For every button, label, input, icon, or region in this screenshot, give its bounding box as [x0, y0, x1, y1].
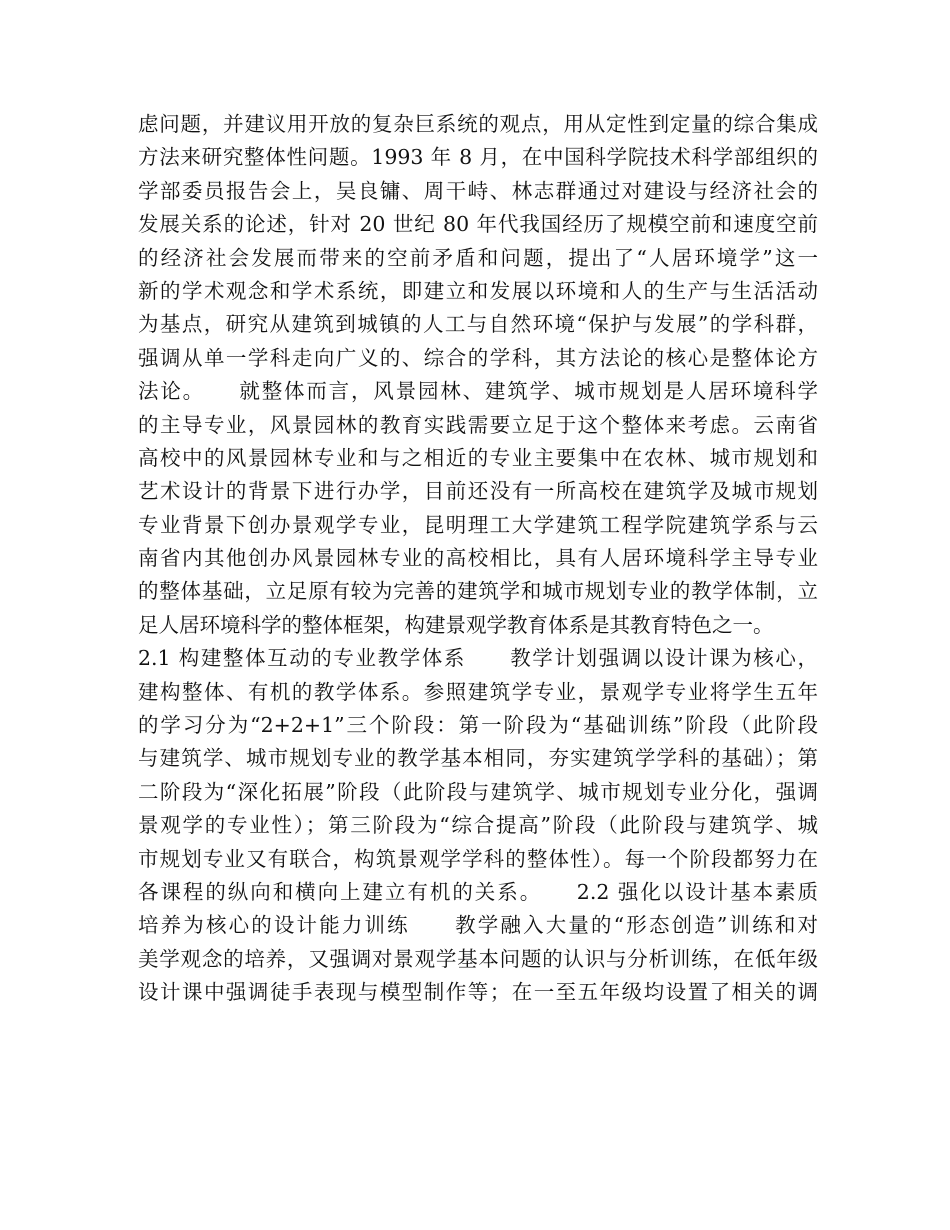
- text-line: 南省内其他创办风景园林专业的高校相比，具有人居环境科学主导专业: [138, 546, 818, 571]
- text-line: 专业背景下创办景观学专业，昆明理工大学建筑工程学院建筑学系与云: [138, 512, 818, 537]
- text-line: 景观学的专业性）；第三阶段为“综合提高”阶段（此阶段与建筑学、城: [138, 813, 818, 838]
- text-line: 二阶段为“深化拓展”阶段（此阶段与建筑学、城市规划专业分化，强调: [138, 779, 818, 804]
- text-line: 虑问题，并建议用开放的复杂巨系统的观点，用从定性到定量的综合集成: [138, 112, 818, 136]
- text-line: 2.1 构建整体互动的专业教学体系 教学计划强调以设计课为核心，: [138, 646, 818, 671]
- text-line: 发展关系的论述，针对 20 世纪 80 年代我国经历了规模空前和速度空前: [138, 212, 818, 237]
- text-line: 各课程的纵向和横向上建立有机的关系。 2.2 强化以设计基本素质: [138, 879, 818, 904]
- text-line: 方法来研究整体性问题。1993 年 8 月，在中国科学院技术科学部组织的: [138, 145, 818, 170]
- text-line: 与建筑学、城市规划专业的教学基本相同，夯实建筑学学科的基础）；第: [138, 746, 818, 771]
- text-line: 艺术设计的背景下进行办学，目前还没有一所高校在建筑学及城市规划: [138, 479, 818, 504]
- text-line: 强调从单一学科走向广义的、综合的学科，其方法论的核心是整体论方: [138, 345, 818, 370]
- text-line: 设计课中强调徒手表现与模型制作等；在一至五年级均设置了相关的调: [138, 980, 818, 1005]
- text-line: 市规划专业又有联合，构筑景观学学科的整体性）。每一个阶段都努力在: [138, 846, 818, 871]
- text-line: 培养为核心的设计能力训练 教学融入大量的“形态创造”训练和对: [138, 913, 818, 938]
- text-line: 美学观念的培养，又强调对景观学基本问题的认识与分析训练，在低年级: [138, 946, 818, 971]
- text-line: 法论。 就整体而言，风景园林、建筑学、城市规划是人居环境科学: [138, 379, 818, 404]
- text-line: 建构整体、有机的教学体系。参照建筑学专业，景观学专业将学生五年: [138, 679, 818, 704]
- text-line: 的主导专业，风景园林的教育实践需要立足于这个整体来考虑。云南省: [138, 412, 818, 437]
- body-text: [138, 108, 818, 1010]
- text-line: 的经济社会发展而带来的空前矛盾和问题，提出了“人居环境学”这一: [138, 245, 818, 270]
- text-line: 的整体基础，立足原有较为完善的建筑学和城市规划专业的教学体制，立: [138, 579, 818, 604]
- text-line: 新的学术观念和学术系统，即建立和发展以环境和人的生产与生活活动: [138, 278, 818, 303]
- text-line: 高校中的风景园林专业和与之相近的专业主要集中在农林、城市规划和: [138, 445, 818, 470]
- text-line: 足人居环境科学的整体框架，构建景观学教育体系是其教育特色之一。: [138, 612, 774, 637]
- text-line: 的学习分为“2+2+1”三个阶段：第一阶段为“基础训练”阶段（此阶段: [138, 713, 818, 738]
- text-line: 学部委员报告会上，吴良镛、周干峙、林志群通过对建设与经济社会的: [138, 178, 818, 203]
- text-line: 为基点，研究从建筑到城镇的人工与自然环境“保护与发展”的学科群，: [138, 312, 818, 337]
